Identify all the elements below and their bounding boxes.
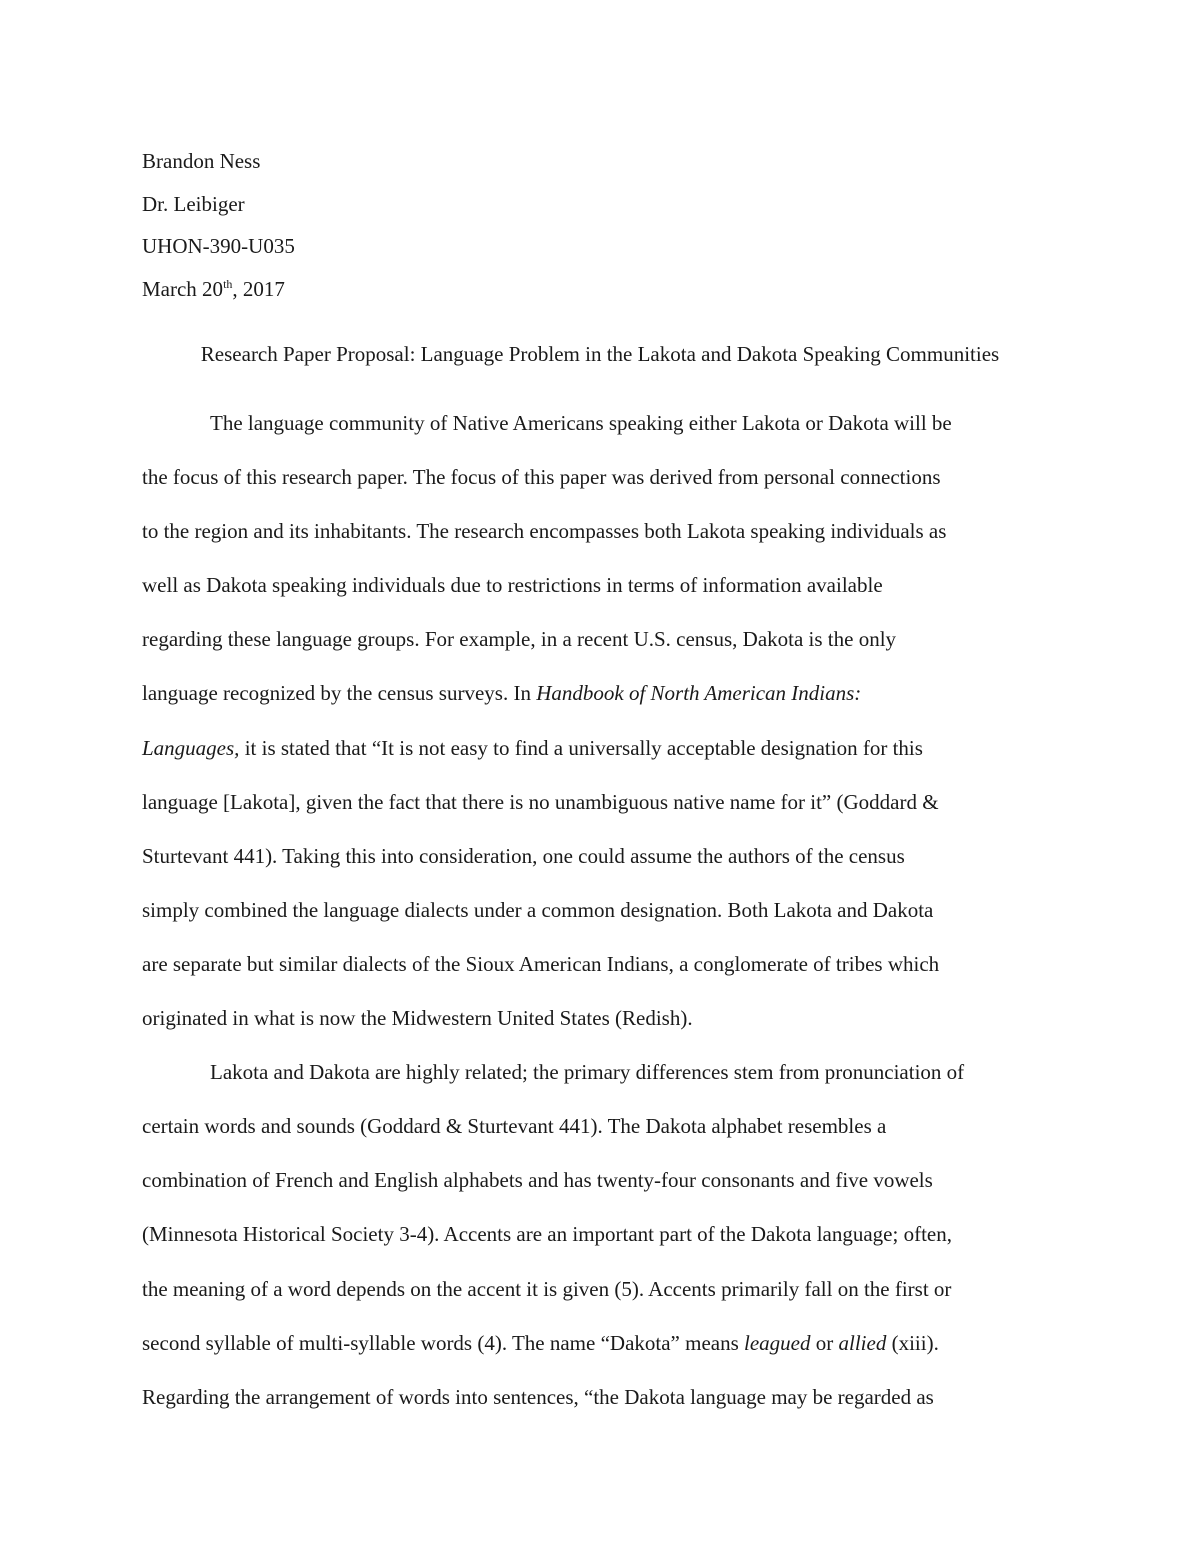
date-month-day: March 20 bbox=[142, 277, 224, 302]
body-line: the meaning of a word depends on the accent it is given (5). Accents primarily fall on the first or bbox=[142, 1276, 952, 1301]
body-line: well as Dakota speaking individuals due to restrictions in terms of information available bbox=[142, 573, 883, 598]
body-line: are separate but similar dialects of the Sioux American Indians, a conglomerate of tribes which bbox=[142, 951, 940, 976]
author-name: Brandon Ness bbox=[142, 149, 261, 173]
body-line: to the region and its inhabitants. The research encompasses both Lakota speaking individuals as bbox=[142, 519, 947, 544]
date-year: , 2017 bbox=[232, 277, 285, 302]
emphasis-italic: leagued bbox=[744, 1330, 811, 1355]
body-text: (xiii). bbox=[886, 1330, 939, 1355]
book-title-italic: Languages, bbox=[142, 735, 240, 760]
body-line: Regarding the arrangement of words into sentences, “the Dakota language may be regarded as bbox=[142, 1384, 934, 1409]
submission-date bbox=[142, 268, 1062, 311]
instructor-name: Dr. Leibiger bbox=[142, 191, 245, 216]
body-line: simply combined the language dialects under a common designation. Both Lakota and Dakota bbox=[142, 897, 934, 922]
body-text: it is stated that “It is not easy to find a universally acceptable designation for this bbox=[239, 735, 923, 760]
body-line bbox=[142, 730, 1062, 784]
body-line: The language community of Native Americans speaking either Lakota or Dakota will be bbox=[210, 411, 952, 435]
body-line: combination of French and English alphabets and has twenty-four consonants and five vowels bbox=[142, 1168, 933, 1193]
course-code: UHON-390-U035 bbox=[142, 234, 295, 259]
body-text: language recognized by the census surveys. In bbox=[142, 681, 537, 706]
body-line: Lakota and Dakota are highly related; the primary differences stem from pronunciation of bbox=[210, 1060, 965, 1085]
body-line bbox=[142, 675, 1062, 729]
body-line bbox=[142, 1325, 1062, 1379]
body-line: Sturtevant 441). Taking this into consideration, one could assume the authors of the census bbox=[142, 843, 905, 868]
paper-body bbox=[142, 405, 1062, 1433]
body-line: language [Lakota], given the fact that there is no unambiguous native name for it” (Goddard & bbox=[142, 789, 939, 814]
paper-title: Research Paper Proposal: Language Problem in the Lakota and Dakota Speaking Communities bbox=[200, 342, 1000, 366]
emphasis-italic: allied bbox=[838, 1330, 887, 1355]
body-line: certain words and sounds (Goddard & Sturtevant 441). The Dakota alphabet resembles a bbox=[142, 1114, 887, 1139]
body-text: second syllable of multi-syllable words (4). The name “Dakota” means bbox=[142, 1330, 745, 1355]
body-line: the focus of this research paper. The focus of this paper was derived from personal connections bbox=[142, 465, 941, 490]
body-line: originated in what is now the Midwestern United States (Redish). bbox=[142, 1006, 693, 1031]
body-line: regarding these language groups. For example, in a recent U.S. census, Dakota is the only bbox=[142, 627, 897, 652]
body-line: (Minnesota Historical Society 3-4). Accents are an important part of the Dakota language; often, bbox=[142, 1222, 952, 1247]
book-title-italic: Handbook of North American Indians: bbox=[536, 681, 862, 706]
date-ordinal-suffix: th bbox=[223, 277, 233, 292]
heading-block bbox=[142, 140, 1062, 311]
body-text: or bbox=[810, 1330, 839, 1355]
